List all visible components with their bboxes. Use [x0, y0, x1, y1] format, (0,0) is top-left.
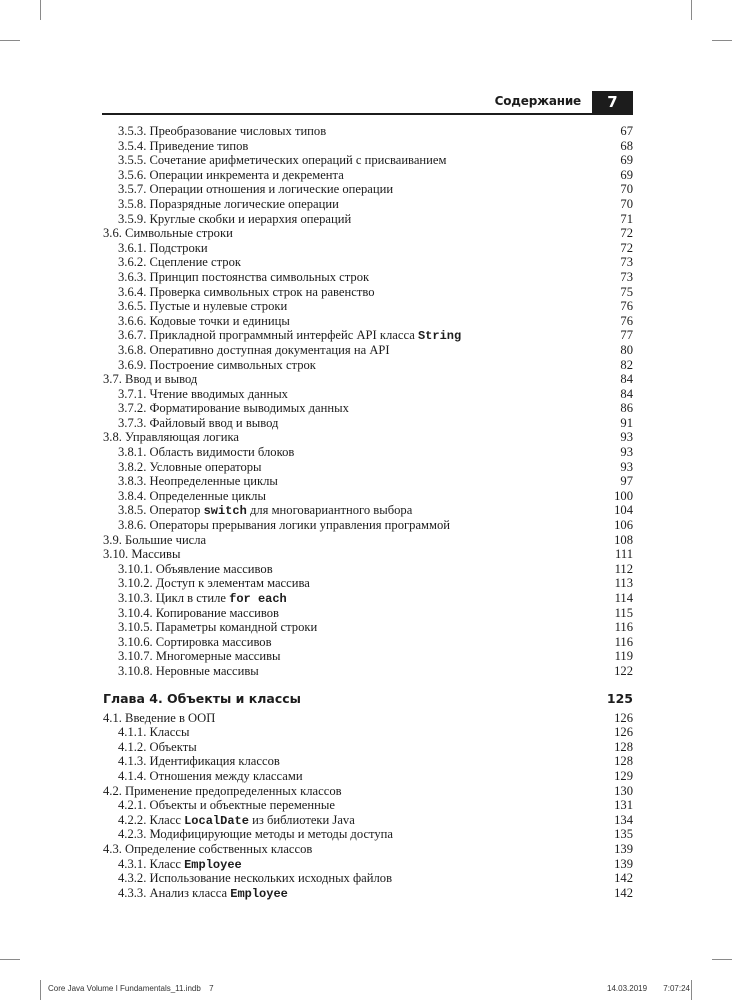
toc-page-number: 108 — [614, 532, 633, 547]
toc-entry-text — [103, 591, 287, 605]
toc-page-number: 131 — [614, 798, 633, 813]
toc-entry-label: 3.10.2. Доступ к элементам массива — [118, 576, 310, 591]
toc-entry-text — [103, 740, 197, 754]
toc-entry-label: 3.7.2. Форматирование выводимых данных — [118, 401, 349, 416]
toc-subsection[interactable] — [103, 124, 633, 139]
toc-entry-code: String — [417, 329, 462, 344]
toc-entry-label: 4.1.3. Идентификация классов — [118, 754, 280, 769]
toc-page-number: 84 — [620, 386, 633, 401]
toc-entry-label: 3.8.6. Операторы прерывания логики управления программой — [118, 518, 451, 533]
toc-page-number: 112 — [614, 561, 633, 576]
toc-entry-label: 4.2.2. Класс — [118, 812, 181, 827]
toc-page-number: 75 — [620, 284, 633, 299]
toc-entry-label: 3.7.3. Файловый ввод и вывод — [118, 415, 279, 430]
toc-entry-text — [103, 798, 335, 812]
footer-page: 7 — [209, 984, 214, 993]
toc-section[interactable] — [103, 226, 633, 241]
toc-entry-label: 4.2. Применение предопределенных классов — [103, 783, 342, 798]
toc-entry-text — [103, 620, 317, 634]
toc-entry-text — [103, 576, 310, 590]
toc-page-number: 111 — [615, 547, 633, 562]
toc-entry-text — [103, 769, 303, 783]
toc-entry-text — [103, 372, 197, 386]
toc-entry-label-suffix: для многовариантного выбора — [249, 503, 413, 518]
toc-entry-text — [103, 813, 355, 827]
toc-subsection[interactable] — [103, 255, 633, 270]
crop-mark — [0, 959, 20, 960]
toc-page-number: 86 — [620, 401, 633, 416]
toc-subsection[interactable] — [103, 562, 633, 577]
toc-entry-label: 3.6.5. Пустые и нулевые строки — [118, 299, 288, 314]
toc-subsection[interactable] — [103, 343, 633, 358]
toc-entry-text — [103, 139, 248, 153]
toc-entry-label: 3.8.1. Область видимости блоков — [118, 445, 295, 460]
toc-subsection[interactable] — [103, 827, 633, 842]
toc-page-number: 142 — [614, 871, 633, 886]
toc-subsection[interactable] — [103, 503, 633, 518]
toc-entry-text — [103, 226, 233, 240]
toc-entry-text — [103, 270, 369, 284]
toc-page-number: 126 — [614, 725, 633, 740]
toc-page-number: 129 — [614, 768, 633, 783]
crop-mark — [40, 980, 41, 1000]
toc-page-number: 68 — [620, 138, 633, 153]
toc-page-number: 116 — [614, 634, 633, 649]
toc-entry-text — [103, 635, 272, 649]
toc-subsection[interactable] — [103, 474, 633, 489]
toc-subsection[interactable] — [103, 606, 633, 621]
toc-page-number: 93 — [620, 459, 633, 474]
toc-entry-text — [103, 784, 342, 798]
toc-subsection[interactable] — [103, 182, 633, 197]
toc-page-number: 84 — [620, 372, 633, 387]
toc-entry-text — [103, 182, 393, 196]
toc-entry-label: 3.5.4. Приведение типов — [118, 138, 249, 153]
toc-entry-text — [103, 445, 294, 459]
toc-subsection[interactable] — [103, 857, 633, 872]
toc-subsection[interactable] — [103, 328, 633, 343]
toc-entry-text — [103, 754, 280, 768]
toc-entry-label: 3.10.5. Параметры командной строки — [118, 620, 318, 635]
toc-entry-text — [103, 871, 392, 885]
toc-page-number: 91 — [620, 415, 633, 430]
crop-mark — [691, 980, 692, 1000]
toc-entry-text — [103, 299, 287, 313]
toc-page-number: 73 — [620, 255, 633, 270]
toc-subsection[interactable] — [103, 813, 633, 828]
toc-page-number: 93 — [620, 445, 633, 460]
toc-entry-text — [103, 212, 351, 226]
toc-entry-label: 4.1.4. Отношения между классами — [118, 768, 303, 783]
toc-entry-text — [103, 460, 262, 474]
toc-subsection[interactable] — [103, 620, 633, 635]
toc-entry-text — [103, 691, 301, 706]
toc-entry-label: 3.6.8. Оперативно доступная документация на API — [118, 342, 390, 357]
toc-page-number: 100 — [614, 488, 633, 503]
toc-subsection[interactable] — [103, 649, 633, 664]
toc-page-number: 77 — [620, 328, 633, 343]
toc-entry-label: 4.3.1. Класс — [118, 856, 181, 871]
toc-subsection[interactable] — [103, 664, 633, 679]
toc-entry-label: 4.2.3. Модифицирующие методы и методы доступа — [118, 827, 393, 842]
toc-entry-text — [103, 255, 241, 269]
toc-entry-label: 3.10.3. Цикл в стиле — [118, 591, 226, 605]
toc-subsection[interactable] — [103, 460, 633, 475]
toc-page-number: 72 — [620, 240, 633, 255]
toc-subsection[interactable] — [103, 270, 633, 285]
toc-page-number: 69 — [620, 167, 633, 182]
toc-section[interactable] — [103, 547, 633, 562]
running-header-title: Содержание — [494, 94, 581, 108]
toc-entry-text — [103, 387, 288, 401]
toc-subsection[interactable] — [103, 285, 633, 300]
toc-entry-label: 3.8.2. Условные операторы — [118, 459, 262, 474]
toc-page-number: 119 — [614, 649, 633, 664]
toc-entry-label: 3.10.4. Копирование массивов — [118, 605, 280, 620]
toc-subsection[interactable] — [103, 241, 633, 256]
toc-page-number: 130 — [614, 783, 633, 798]
toc-entry-text — [103, 503, 412, 517]
toc-subsection[interactable] — [103, 299, 633, 314]
toc-entry-label: 3.6.6. Кодовые точки и единицы — [118, 313, 290, 328]
toc-section[interactable] — [103, 711, 633, 726]
toc-subsection[interactable] — [103, 871, 633, 886]
toc-entry-label: 3.10.1. Объявление массивов — [118, 561, 273, 576]
toc-entry-label: 4.3.2. Использование нескольких исходных файлов — [118, 871, 393, 886]
toc-entry-label: 4.3.3. Анализ класса — [118, 885, 228, 900]
toc-subsection[interactable] — [103, 886, 633, 901]
toc-entry-text — [103, 328, 461, 342]
toc-entry-code: Employee — [184, 857, 242, 872]
toc-entry-label: 3.5.8. Поразрядные логические операции — [118, 196, 339, 211]
toc-page-number: 116 — [614, 620, 633, 635]
toc-section[interactable] — [103, 842, 633, 857]
toc-entry-label: 3.6.4. Проверка символьных строк на равенство — [118, 284, 375, 299]
toc-entry-text — [103, 649, 281, 663]
toc-entry-text — [103, 886, 288, 900]
crop-mark — [0, 40, 20, 41]
toc-entry-label: 3.10. Массивы — [103, 547, 181, 562]
toc-entry-code: switch — [203, 504, 247, 519]
toc-entry-text — [103, 474, 278, 488]
toc-entry-text — [103, 416, 278, 430]
toc-entry-label: 3.7.1. Чтение вводимых данных — [118, 386, 288, 401]
toc-entry-label: 3.5.9. Круглые скобки и иерархия операций — [118, 211, 352, 226]
toc-page-number: 76 — [620, 299, 633, 314]
toc-entry-text — [103, 606, 279, 620]
toc-page-number: 128 — [614, 754, 633, 769]
toc-entry-label: 3.8.4. Определенные циклы — [118, 488, 266, 503]
toc-subsection[interactable] — [103, 754, 633, 769]
toc-subsection[interactable] — [103, 798, 633, 813]
toc-entry-text — [103, 124, 326, 138]
crop-mark — [691, 0, 692, 20]
toc-page-number: 128 — [614, 739, 633, 754]
toc-entry-label: 3.6.7. Прикладной программный интерфейс API класса — [118, 328, 415, 343]
toc-section[interactable] — [103, 784, 633, 799]
toc-page-number: 80 — [620, 342, 633, 357]
toc-entry-label: 3.8.3. Неопределенные циклы — [118, 474, 278, 489]
toc-page-number: 126 — [614, 710, 633, 725]
page-number-badge: 7 — [592, 91, 633, 113]
footer-file-name: Core Java Volume I Fundamentals_11.indb — [48, 984, 201, 993]
footer-timestamp — [607, 984, 690, 993]
toc-page-number: 73 — [620, 269, 633, 284]
toc-entry-text — [103, 358, 316, 372]
toc-subsection[interactable] — [103, 314, 633, 329]
toc-page-number: 69 — [620, 153, 633, 168]
toc-entry-text — [103, 562, 273, 576]
toc-entry-code: for each — [229, 592, 287, 606]
toc-entry-label-suffix: из библиотеки Java — [252, 812, 355, 827]
toc-page-number: 67 — [620, 124, 633, 138]
toc-subsection[interactable] — [103, 212, 633, 227]
toc-entry-label: 4.3. Определение собственных классов — [103, 841, 313, 856]
toc-page-number: 93 — [620, 430, 633, 445]
toc-subsection[interactable] — [103, 153, 633, 168]
toc-page-number: 115 — [614, 605, 633, 620]
toc-entry-text — [103, 518, 450, 532]
toc-entry-label: 3.5.5. Сочетание арифметических операций с присваиванием — [118, 153, 447, 168]
toc-entry-text — [103, 664, 259, 678]
toc-entry-text — [103, 168, 344, 182]
toc-page-number: 97 — [620, 474, 633, 489]
toc-entry-text — [103, 197, 339, 211]
toc-entry-text — [103, 153, 446, 167]
toc-entry-label: 3.6.9. Построение символьных строк — [118, 357, 316, 372]
toc-entry-label: 3.8.5. Оператор — [118, 503, 201, 518]
toc-entry-code: LocalDate — [184, 813, 249, 828]
toc-page-number: 106 — [614, 518, 633, 533]
toc-page-number: 71 — [620, 211, 633, 226]
toc-subsection[interactable] — [103, 740, 633, 755]
toc-entry-label: 3.5.3. Преобразование числовых типов — [118, 124, 327, 138]
toc-subsection[interactable] — [103, 168, 633, 183]
toc-entry-text — [103, 725, 189, 739]
toc-entry-label: 3.7. Ввод и вывод — [103, 372, 198, 387]
toc-subsection[interactable] — [103, 769, 633, 784]
toc-subsection[interactable] — [103, 401, 633, 416]
toc-entry-text — [103, 430, 239, 444]
toc-page-number: 72 — [620, 226, 633, 241]
toc-entry-label: 3.6.2. Сцепление строк — [118, 255, 242, 270]
toc-subsection[interactable] — [103, 387, 633, 402]
toc-page-number: 122 — [614, 663, 633, 678]
running-header — [102, 91, 633, 115]
toc-entry-label: Глава 4. Объекты и классы — [103, 690, 301, 706]
toc-page-number: 114 — [614, 591, 633, 605]
toc-page-number: 135 — [614, 827, 633, 842]
toc-page-number: 142 — [614, 885, 633, 900]
toc-page-number: 125 — [606, 690, 633, 706]
toc-page-number: 134 — [614, 812, 633, 827]
toc-page-number: 76 — [620, 313, 633, 328]
toc-entry-label: 4.2.1. Объекты и объектные переменные — [118, 798, 335, 813]
toc-entry-text — [103, 401, 349, 415]
toc-entry-label: 4.1. Введение в ООП — [103, 710, 216, 725]
toc-entry-label: 3.10.7. Многомерные массивы — [118, 649, 281, 664]
toc-entry-text — [103, 489, 266, 503]
toc-subsection[interactable] — [103, 635, 633, 650]
crop-mark — [712, 40, 732, 41]
toc-entry-code: Employee — [230, 886, 288, 901]
toc-page-number: 139 — [614, 856, 633, 871]
toc-entry-text — [103, 857, 242, 871]
toc-page-number: 70 — [620, 182, 633, 197]
toc-section[interactable] — [103, 372, 633, 387]
toc-entry-label: 4.1.2. Объекты — [118, 739, 197, 754]
toc-subsection[interactable] — [103, 197, 633, 212]
toc-subsection[interactable] — [103, 576, 633, 591]
toc-subsection[interactable] — [103, 518, 633, 533]
toc-chapter[interactable] — [103, 689, 633, 709]
toc-entry-label: 3.9. Большие числа — [103, 532, 207, 547]
toc-subsection[interactable] — [103, 358, 633, 373]
toc-entry-label: 3.6.3. Принцип постоянства символьных строк — [118, 269, 370, 284]
toc-page-number: 113 — [614, 576, 633, 591]
toc-entry-label: 3.5.6. Операции инкремента и декремента — [118, 167, 344, 182]
toc-page-number: 70 — [620, 196, 633, 211]
toc-page-number: 82 — [620, 357, 633, 372]
toc-entry-text — [103, 285, 375, 299]
footer-file — [48, 984, 214, 993]
toc-subsection[interactable] — [103, 445, 633, 460]
toc-subsection[interactable] — [103, 591, 633, 606]
footer-date: 14.03.2019 — [607, 984, 648, 993]
toc-entry-label: 3.6. Символьные строки — [103, 226, 233, 241]
toc-entry-text — [103, 343, 390, 357]
toc-subsection[interactable] — [103, 725, 633, 740]
table-of-contents — [103, 124, 633, 900]
toc-subsection[interactable] — [103, 416, 633, 431]
toc-subsection[interactable] — [103, 489, 633, 504]
toc-page-number: 139 — [614, 841, 633, 856]
toc-entry-text — [103, 827, 393, 841]
toc-entry-text — [103, 842, 312, 856]
toc-section[interactable] — [103, 430, 633, 445]
toc-subsection[interactable] — [103, 139, 633, 154]
toc-entry-label: 3.6.1. Подстроки — [118, 240, 208, 255]
toc-entry-label: 3.10.6. Сортировка массивов — [118, 634, 272, 649]
toc-entry-text — [103, 547, 180, 561]
toc-entry-text — [103, 241, 208, 255]
toc-entry-label: 3.8. Управляющая логика — [103, 430, 239, 445]
toc-entry-text — [103, 314, 290, 328]
toc-entry-text — [103, 533, 206, 547]
toc-section[interactable] — [103, 533, 633, 548]
footer-time: 7:07:24 — [663, 984, 690, 993]
crop-mark — [40, 0, 41, 20]
toc-entry-label: 3.5.7. Операции отношения и логические операции — [118, 182, 394, 197]
crop-mark — [712, 959, 732, 960]
toc-entry-text — [103, 711, 215, 725]
toc-entry-label: 4.1.1. Классы — [118, 725, 190, 740]
toc-page-number: 104 — [614, 503, 633, 518]
toc-entry-label: 3.10.8. Неровные массивы — [118, 663, 259, 678]
